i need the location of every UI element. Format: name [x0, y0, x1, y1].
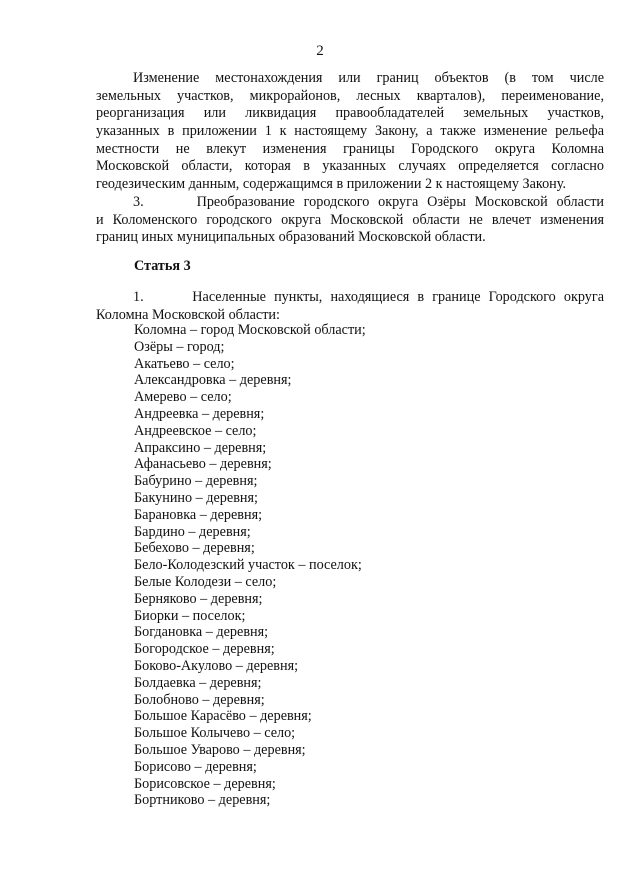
paragraph-line: указанных в приложении 1 к настоящему Закону, а также изменение рельефа [96, 123, 604, 140]
list-item: Богородское – деревня; [134, 641, 275, 658]
list-item: Богдановка – деревня; [134, 624, 269, 641]
paragraph-line: Московской области, которая в указанных случаях определяется согласно [96, 158, 604, 175]
paragraph-line: реорганизация или ликвидация правообладателей земельных участков, [96, 105, 604, 122]
paragraph-line: земельных участков, микрорайонов, лесных кварталов), переименование, [96, 87, 604, 104]
list-item: Барановка – деревня; [134, 506, 263, 523]
paragraph-line: Коломна Московской области: [96, 306, 280, 323]
list-item: Бело-Колодезский участок – поселок; [134, 557, 362, 574]
paragraph-line: границ иных муниципальных образований Московской области. [96, 229, 486, 246]
list-item: Большое Колычево – село; [134, 725, 296, 742]
list-item: Афанасьево – деревня; [134, 456, 272, 473]
list-item: Большое Карасёво – деревня; [134, 708, 312, 725]
list-item: Большое Уварово – деревня; [134, 741, 306, 758]
list-item: Александровка – деревня; [134, 372, 292, 389]
list-item: Бакунино – деревня; [134, 489, 258, 506]
list-item: Борисово – деревня; [134, 758, 257, 775]
paragraph-line: 1. Населенные пункты, находящиеся в границе Городского округа [133, 289, 604, 305]
paragraph-line: местности не влекут изменения границы Городского округа Коломна [96, 140, 604, 157]
list-item: Болдаевка – деревня; [134, 674, 262, 691]
settlement-list [134, 322, 366, 809]
paragraph-line: Изменение местонахождения или границ объектов (в том числе [133, 70, 604, 86]
list-item: Берняково – деревня; [134, 590, 263, 607]
list-item: Бебехово – деревня; [134, 540, 255, 557]
list-item: Амерево – село; [134, 389, 232, 406]
list-item: Андреевка – деревня; [134, 405, 265, 422]
list-item: Бортниково – деревня; [134, 792, 271, 809]
paragraph-line: и Коломенского городского округа Московской области не влечет изменения [96, 211, 604, 228]
article-heading: Статья 3 [134, 258, 191, 274]
list-item: Озёры – город; [134, 338, 225, 355]
paragraph-line: геодезическим данным, содержащимся в приложении 2 к настоящему Закону. [96, 176, 566, 193]
paragraph-boundary-changes [96, 70, 604, 194]
list-item: Бабурино – деревня; [134, 473, 258, 490]
page-number: 2 [316, 43, 324, 59]
list-item: Биорки – поселок; [134, 607, 246, 624]
list-item: Боково-Акулово – деревня; [134, 657, 299, 674]
paragraph-transformation [96, 194, 604, 247]
list-item: Белые Колодези – село; [134, 573, 277, 590]
list-item: Коломна – город Московской области; [134, 322, 366, 338]
list-item: Болобново – деревня; [134, 691, 265, 708]
list-item: Акатьево – село; [134, 355, 235, 372]
list-item: Андреевское – село; [134, 422, 257, 439]
paragraph-settlements-intro [96, 289, 604, 324]
list-item: Борисовское – деревня; [134, 775, 276, 792]
paragraph-line: 3. Преобразование городского округа Озёры Московской области [133, 194, 604, 210]
list-item: Апраксино – деревня; [134, 439, 267, 456]
list-item: Бардино – деревня; [134, 523, 251, 540]
